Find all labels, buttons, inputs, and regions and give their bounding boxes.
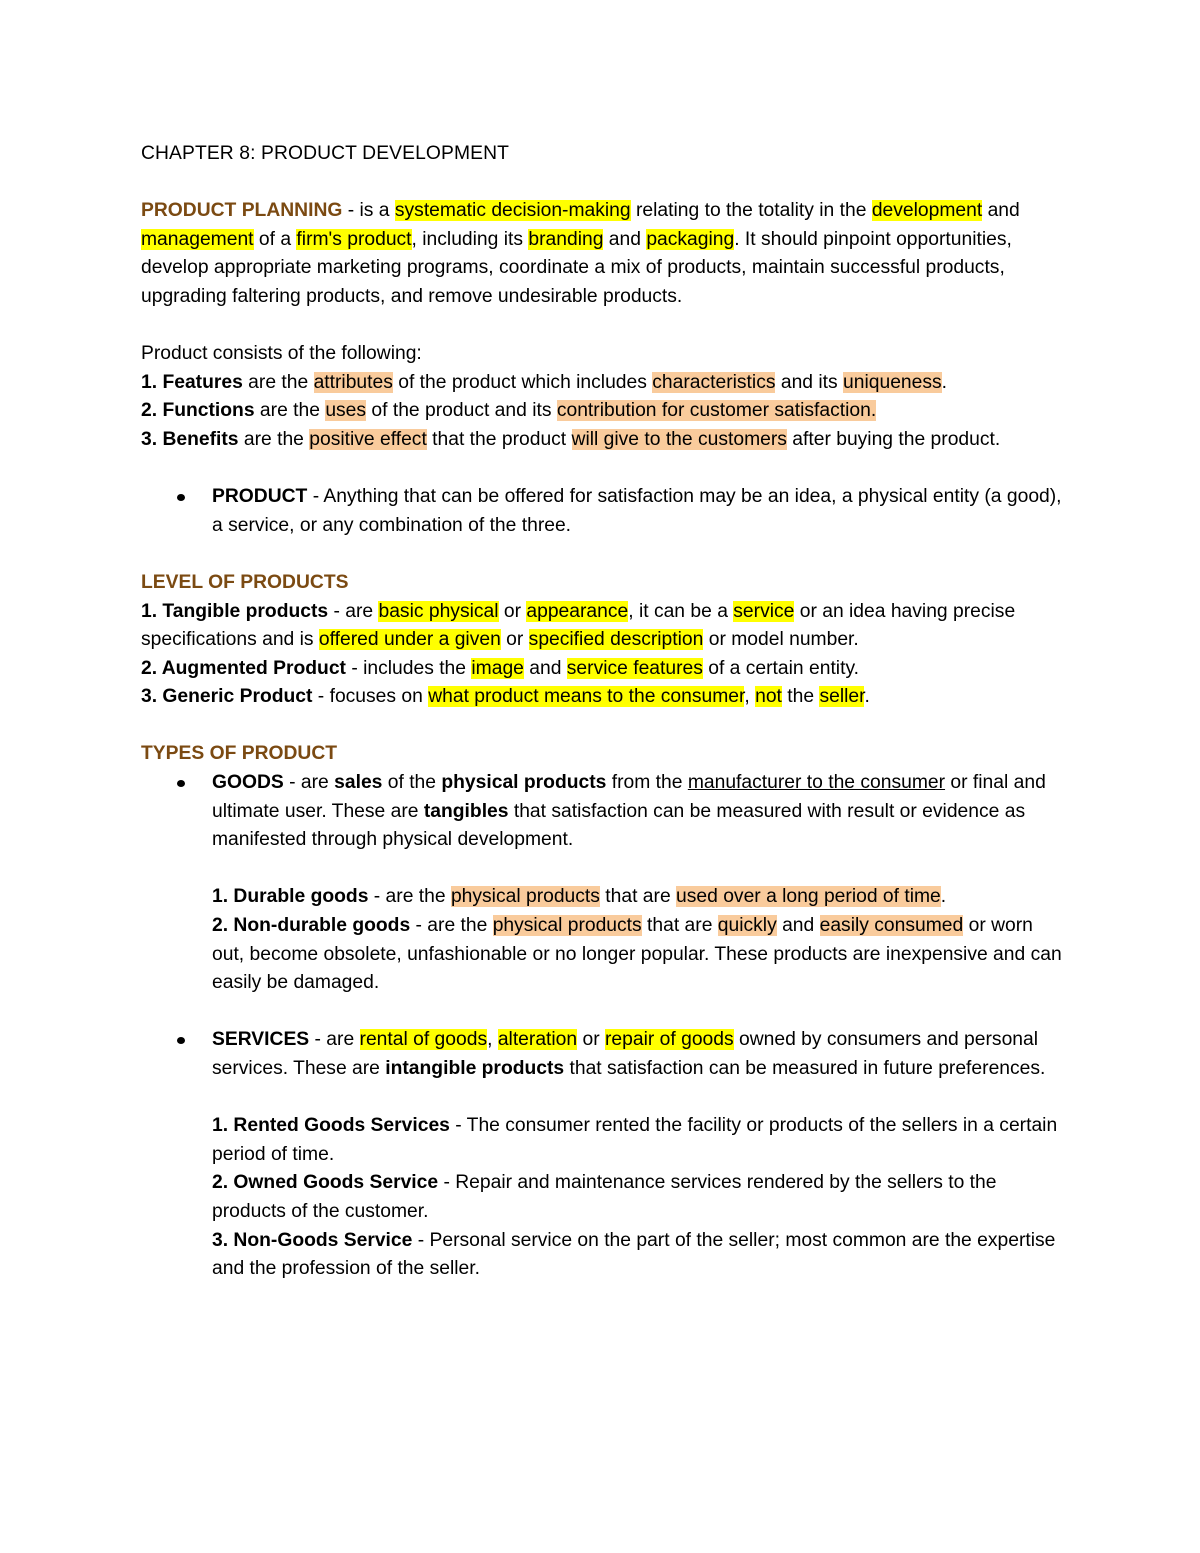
goods-term: GOODS bbox=[212, 772, 284, 794]
benefits-line: 3. Benefits are the positive effect that the product will give to the customers after buying the product. bbox=[141, 428, 1001, 450]
highlight: repair of goods bbox=[605, 1029, 734, 1051]
highlight: appearance bbox=[526, 600, 629, 622]
highlight: what product means to the consumer bbox=[428, 686, 745, 708]
highlight: management bbox=[141, 228, 254, 250]
highlight: attributes bbox=[313, 371, 393, 393]
underlined-text: manufacturer to the consumer bbox=[687, 772, 946, 794]
highlight: characteristics bbox=[652, 371, 776, 393]
highlight: contribution for customer satisfaction. bbox=[556, 400, 877, 422]
product-planning-term: PRODUCT PLANNING bbox=[141, 200, 343, 222]
highlight: basic physical bbox=[378, 600, 499, 622]
rented-term: 1. Rented Goods Services bbox=[212, 1115, 450, 1137]
tangible-term: 1. Tangible products bbox=[141, 600, 329, 622]
highlight: specified description bbox=[528, 629, 704, 651]
highlight: image bbox=[471, 657, 524, 679]
highlight: development bbox=[871, 200, 983, 222]
benefits-term: Benefits bbox=[162, 428, 239, 450]
services-bullet: SERVICES - are rental of goods, alteration or repair of goods owned by consumers and personal services. These are intangible products that satisfaction can be measured in future preferences. bbox=[141, 1026, 1070, 1083]
durable-line: 1. Durable goods - are the physical products that are used over a long period of time. bbox=[212, 886, 947, 908]
highlight: seller bbox=[819, 686, 865, 708]
features-term: Features bbox=[162, 371, 243, 393]
owned-line: 2. Owned Goods Service - Repair and maintenance services rendered by the sellers to the products of the customer. bbox=[212, 1172, 997, 1222]
nongoods-line: 3. Non-Goods Service - Personal service on the part of the seller; most common are the expertise and the profession of the seller. bbox=[212, 1229, 1056, 1280]
generic-term: 3. Generic Product bbox=[141, 686, 313, 708]
levels-heading: LEVEL OF PRODUCTS bbox=[141, 571, 349, 593]
augmented-term: 2. Augmented Product bbox=[141, 657, 346, 679]
highlight: offered under a given bbox=[318, 629, 501, 651]
highlight: not bbox=[755, 686, 782, 708]
highlight: will give to the customers bbox=[571, 428, 787, 450]
highlight: systematic decision-making bbox=[394, 200, 631, 222]
highlight: alteration bbox=[497, 1029, 578, 1051]
tangible-line: 1. Tangible products - are basic physical or appearance, it can be a service or an idea having precise specifications and is offered under a given or specified description or model number. bbox=[141, 600, 1016, 651]
product-planning-paragraph: PRODUCT PLANNING - is a systematic decision-making relating to the totality in the development and management of a firm's product, including its branding and packaging. It should pinpoint opportunities, develop appropriate marketing programs, coordinate a mix of products, maintain successful products, upgrading faltering products, and remove undesirable products. bbox=[141, 200, 1020, 307]
chapter-title: CHAPTER 8: PRODUCT DEVELOPMENT bbox=[141, 143, 509, 164]
highlight: used over a long period of time bbox=[676, 886, 941, 908]
functions-term: Functions bbox=[162, 400, 255, 422]
generic-line: 3. Generic Product - focuses on what product means to the consumer, not the seller. bbox=[141, 686, 870, 708]
consists-intro: Product consists of the following: bbox=[141, 343, 422, 365]
product-term: PRODUCT bbox=[212, 486, 308, 508]
highlight: physical products bbox=[492, 915, 642, 937]
highlight: branding bbox=[528, 228, 604, 250]
highlight: packaging bbox=[646, 228, 735, 250]
nondurable-line: 2. Non-durable goods - are the physical products that are quickly and easily consumed or worn out, become obsolete, unfashionable or no longer popular. These products are inexpensive and can easily be damaged. bbox=[212, 915, 1062, 994]
durable-term: 1. Durable goods bbox=[212, 886, 369, 908]
services-term: SERVICES bbox=[212, 1029, 310, 1051]
product-bullet: PRODUCT - Anything that can be offered for satisfaction may be an idea, a physical entity (a good), a service, or any combination of the three. bbox=[141, 483, 1070, 540]
owned-term: 2. Owned Goods Service bbox=[212, 1172, 439, 1194]
nongoods-term: 3. Non-Goods Service bbox=[212, 1229, 413, 1251]
highlight: uniqueness bbox=[843, 371, 942, 393]
highlight: positive effect bbox=[309, 428, 427, 450]
highlight: quickly bbox=[717, 915, 777, 937]
highlight: uses bbox=[325, 400, 367, 422]
types-bullet-list bbox=[141, 769, 1070, 855]
highlight: service features bbox=[566, 657, 703, 679]
rented-line: 1. Rented Goods Services - The consumer rented the facility or products of the sellers in a certain period of time. bbox=[212, 1115, 1058, 1165]
features-line: 1. Features are the attributes of the product which includes characteristics and its uniqueness. bbox=[141, 371, 948, 393]
highlight: easily consumed bbox=[819, 915, 964, 937]
highlight: firm's product bbox=[296, 228, 412, 250]
functions-line: 2. Functions are the uses of the product and its contribution for customer satisfaction. bbox=[141, 400, 877, 422]
highlight: rental of goods bbox=[359, 1029, 488, 1051]
nondurable-term: 2. Non-durable goods bbox=[212, 915, 411, 937]
augmented-line: 2. Augmented Product - includes the image and service features of a certain entity. bbox=[141, 657, 860, 679]
highlight: service bbox=[733, 600, 795, 622]
types-heading: TYPES OF PRODUCT bbox=[141, 743, 338, 765]
highlight: physical products bbox=[450, 886, 600, 908]
product-bullet-list bbox=[141, 483, 1070, 540]
services-bullet-list bbox=[141, 1026, 1070, 1083]
goods-bullet: GOODS - are sales of the physical products from the manufacturer to the consumer or final and ultimate user. These are tangibles that satisfaction can be measured with result or evidence as manifested through physical development. bbox=[141, 769, 1070, 855]
